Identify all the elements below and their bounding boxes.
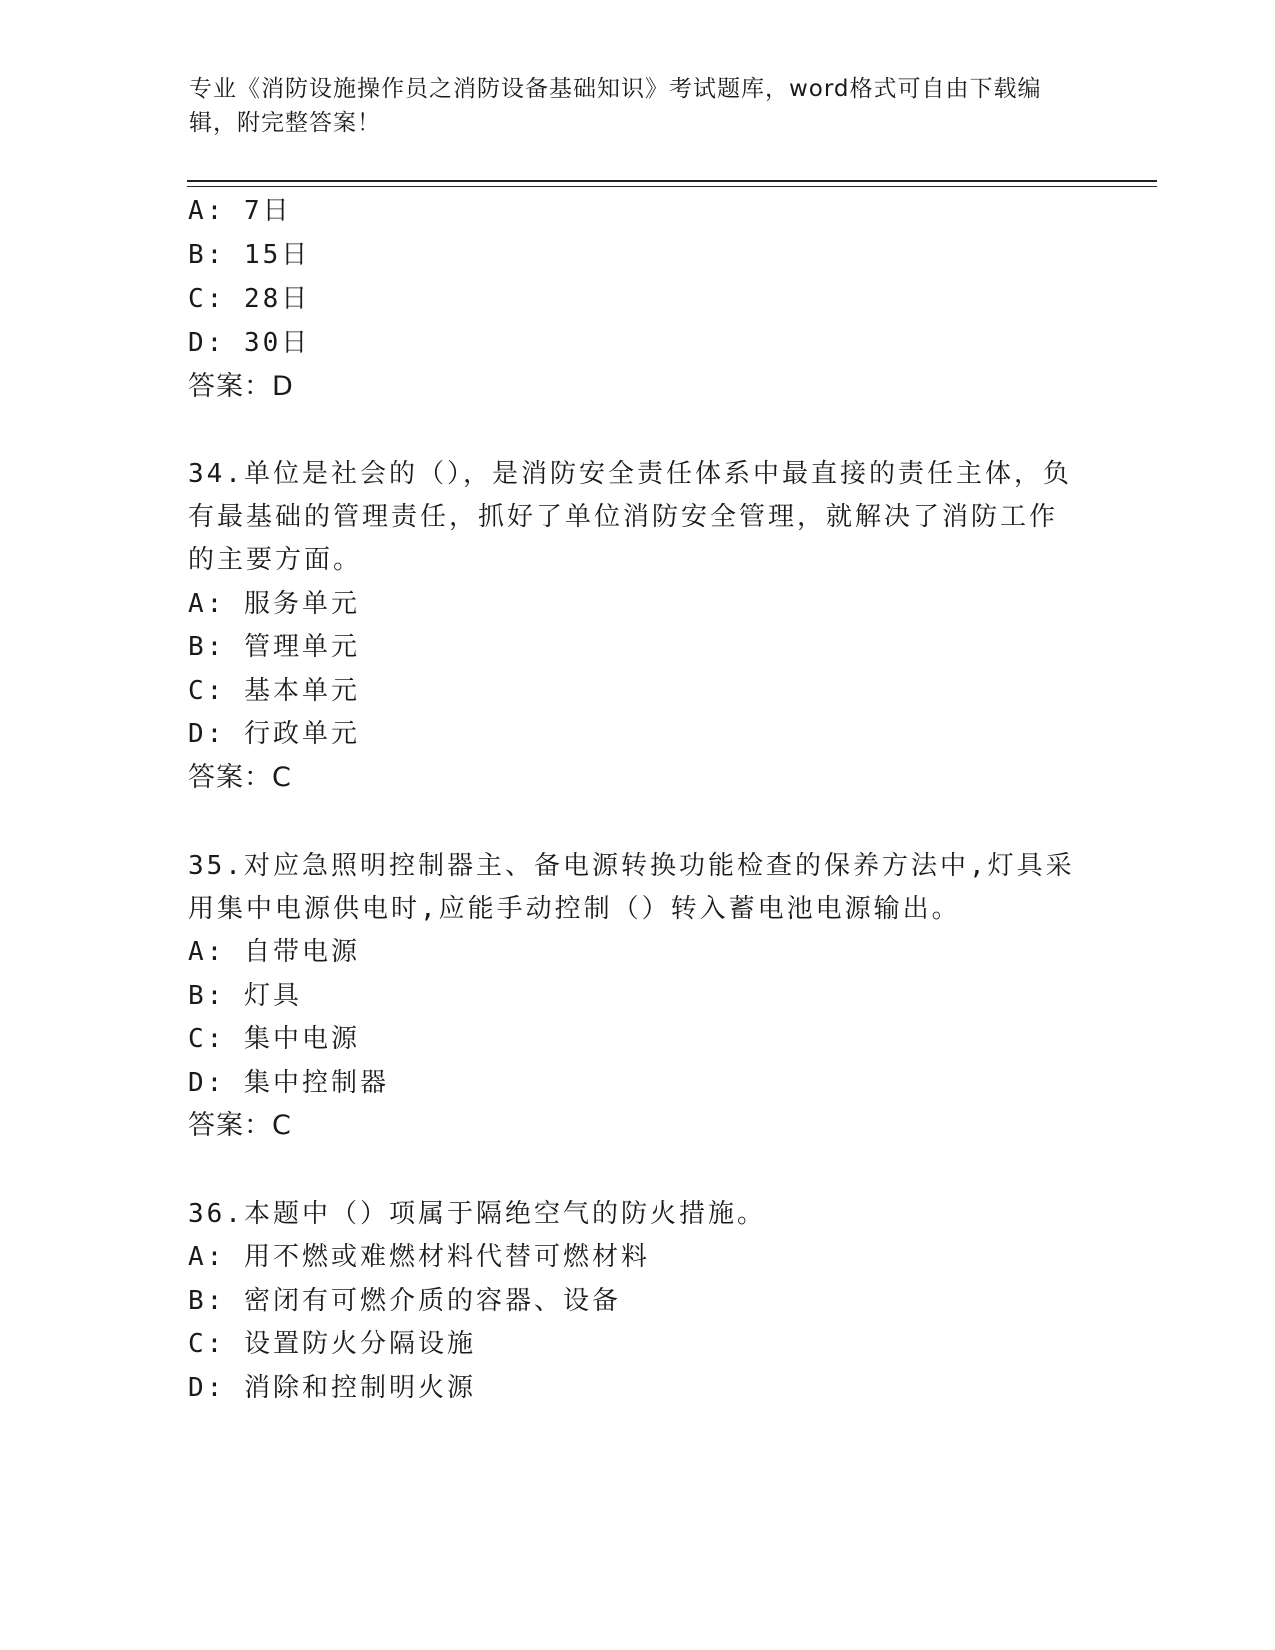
q35-option-c: C: 集中电源 [188, 1024, 360, 1054]
q35-option-b: B: 灯具 [188, 981, 302, 1011]
q34-option-b: B: 管理单元 [188, 632, 360, 662]
header-divider-thin [187, 186, 1157, 187]
q35-answer: 答案：C [188, 1110, 292, 1141]
q34-option-a: A: 服务单元 [188, 589, 360, 619]
q36-option-c: C: 设置防火分隔设施 [188, 1329, 476, 1359]
q35-stem-line-1: 35.对应急照明控制器主、备电源转换功能检查的保养方法中,灯具采 [188, 851, 1075, 881]
document-header: 专业《消防设施操作员之消防设备基础知识》考试题库，word格式可自由下载编辑，附完整答案！ [189, 76, 1042, 136]
q33-option-c: C: 28日 [188, 284, 311, 314]
q33-option-a: A: 7日 [188, 196, 292, 226]
q33-option-d: D: 30日 [188, 328, 311, 358]
q34-answer: 答案：C [188, 762, 292, 793]
q34-option-d: D: 行政单元 [188, 719, 360, 749]
q33-option-b: B: 15日 [188, 240, 311, 270]
q34-stem-line-1: 34.单位是社会的（），是消防安全责任体系中最直接的责任主体，负 [188, 459, 1072, 489]
q34-stem-line-3: 的主要方面。 [188, 545, 363, 575]
q36-option-d: D: 消除和控制明火源 [188, 1373, 476, 1403]
q36-option-b: B: 密闭有可燃介质的容器、设备 [188, 1286, 621, 1316]
q36-stem-line-1: 36.本题中（）项属于隔绝空气的防火措施。 [188, 1199, 766, 1229]
q34-option-c: C: 基本单元 [188, 676, 360, 706]
q35-option-a: A: 自带电源 [188, 937, 360, 967]
q34-stem-line-2: 有最基础的管理责任，抓好了单位消防安全管理，就解决了消防工作 [188, 502, 1059, 532]
q35-stem-line-2: 用集中电源供电时,应能手动控制（）转入蓄电池电源输出。 [188, 894, 961, 924]
q33-answer: 答案：D [188, 371, 294, 402]
header-divider-thick [187, 180, 1157, 182]
q35-option-d: D: 集中控制器 [188, 1068, 389, 1098]
q36-option-a: A: 用不燃或难燃材料代替可燃材料 [188, 1242, 650, 1272]
